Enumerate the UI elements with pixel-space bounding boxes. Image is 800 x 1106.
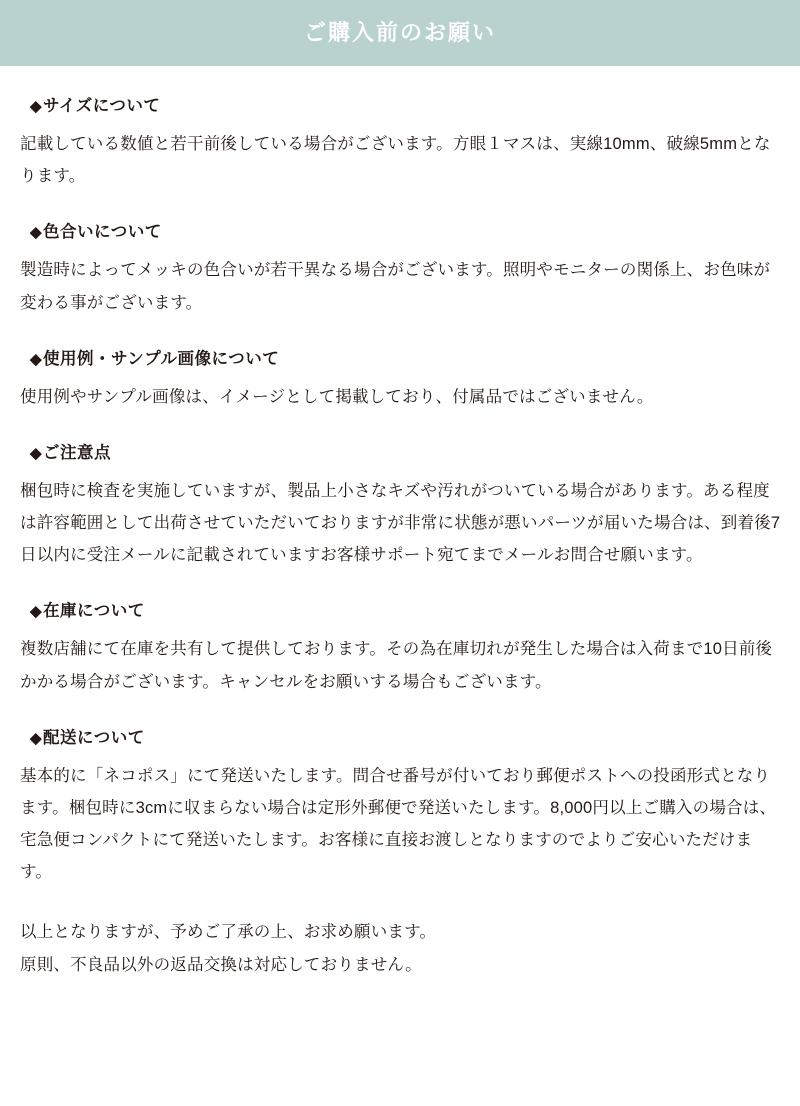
page-header-band — [0, 0, 800, 66]
section-heading — [30, 345, 782, 369]
section-heading — [30, 218, 782, 242]
section-sample-image — [18, 345, 782, 413]
section-body: 梱包時に検査を実施していますが、製品上小さなキズや汚れがついている場合があります。ある程度は許容範囲として出荷させていただいておりますが非常に状態が悪いパーツが届いた場合は、到着後7日以内に受注メールに記載されていますお客様サポート宛てまでメールお問合せ願います。 — [20, 481, 781, 565]
section-heading — [30, 597, 782, 621]
diamond-bullet-icon: ◆ — [30, 224, 43, 242]
section-body: 使用例やサンプル画像は、イメージとして掲載しており、付属品ではございません。 — [20, 387, 654, 406]
section-body: 製造時によってメッキの色合いが若干異なる場合がございます。照明やモニターの関係上、お色味が変わる事がございます。 — [20, 261, 771, 312]
closing-line-1: 以上となりますが、予めご了承の上、お求め願います。 — [20, 923, 437, 942]
section-cautions — [18, 439, 782, 572]
section-heading-label: 在庫について — [43, 602, 145, 621]
diamond-bullet-icon: ◆ — [30, 729, 43, 747]
section-heading — [30, 92, 782, 116]
diamond-bullet-icon: ◆ — [30, 603, 43, 621]
section-heading-label: サイズについて — [43, 97, 161, 115]
section-heading — [30, 439, 782, 463]
section-color — [18, 218, 782, 318]
closing-statement — [20, 916, 782, 980]
section-heading-label: ご注意点 — [43, 443, 112, 462]
diamond-bullet-icon: ◆ — [30, 444, 43, 462]
section-shipping — [18, 724, 782, 889]
diamond-bullet-icon: ◆ — [30, 350, 43, 368]
page-title: ご購入前のお願い — [303, 20, 496, 45]
section-size — [18, 92, 782, 192]
section-body: 基本的に「ネコポス」にて発送いたします。問合せ番号が付いており郵便ポストへの投函形式となります。梱包時に3cmに収まらない場合は定形外郵便で発送いたします。8,000円以上ご購入の場合は、宅急便コンパクトにて発送いたします。お客様に直接お渡しとなりますのでよりご安心いただけます。 — [20, 766, 777, 882]
section-heading — [30, 724, 782, 748]
section-heading-label: 配送について — [43, 728, 145, 747]
section-heading-label: 使用例・サンプル画像について — [43, 349, 280, 368]
closing-line-2: 原則、不良品以外の返品交換は対応しておりません。 — [20, 955, 422, 974]
section-heading-label: 色合いについて — [43, 223, 162, 242]
section-body: 複数店舗にて在庫を共有して提供しております。その為在庫切れが発生した場合は入荷まで10日前後かかる場合がございます。キャンセルをお願いする場合もございます。 — [20, 640, 773, 691]
section-stock — [18, 597, 782, 697]
section-body: 記載している数値と若干前後している場合がございます。方眼１マスは、実線10mm、破線5mmとなります。 — [20, 135, 771, 186]
notice-content — [0, 92, 800, 981]
diamond-bullet-icon: ◆ — [30, 98, 43, 115]
